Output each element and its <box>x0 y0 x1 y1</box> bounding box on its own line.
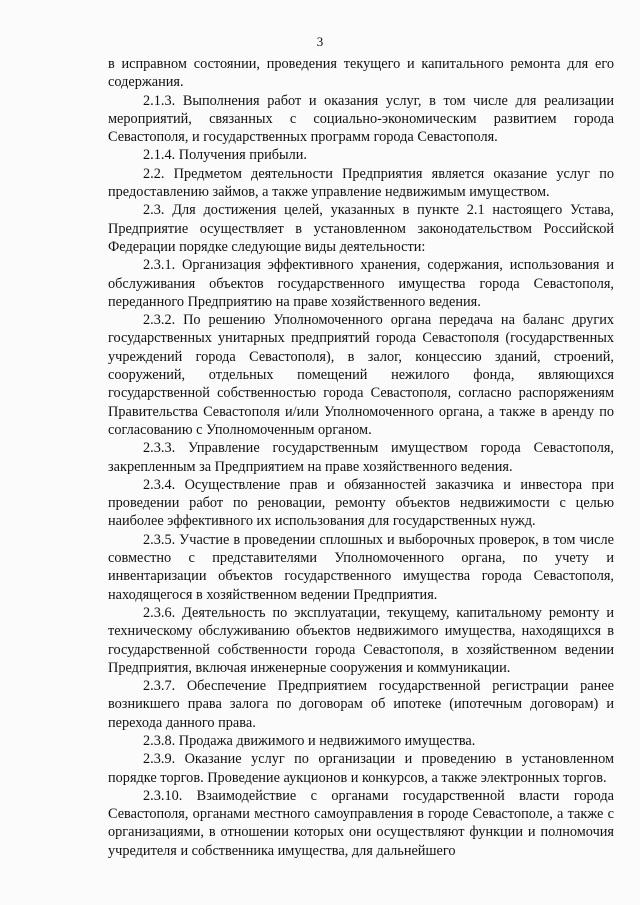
paragraph-2-3-5: 2.3.5. Участие в проведении сплошных и выборочных проверок, в том числе совместно с представителями Уполномоченного органа, по учету и инвентаризации объектов государственного имущества города Севастополя, находящегося в хозяйственном ведении Предприятия. <box>108 531 614 603</box>
paragraph-2-3-2: 2.3.2. По решению Уполномоченного органа передача на баланс других государственных унитарных предприятий города Севастополя (государственных учреждений города Севастополя), в залог, концессию зданий, строений, сооружений, отдельных помещений нежилого фонда, являющихся государственной собственностью города Севастополя, согласно распоряжениям Правительства Севастополя и/или Уполномоченного органа, а также в аренду по согласованию с Уполномоченным органом. <box>108 312 614 438</box>
document-body <box>108 55 614 860</box>
paragraph-2-1-3: 2.1.3. Выполнения работ и оказания услуг, в том числе для реализации мероприятий, связанных с социально-экономическим развитием города Севастополя, и государственных программ города Севастополя. <box>108 92 614 146</box>
paragraph-2-3-8: 2.3.8. Продажа движимого и недвижимого имущества. <box>143 732 476 749</box>
page-number: 3 <box>316 34 324 49</box>
paragraph-2-1-4: 2.1.4. Получения прибыли. <box>143 147 307 164</box>
paragraph-2-3-10: 2.3.10. Взаимодействие с органами государственной власти города Севастополя, органами местного самоуправления в городе Севастополе, а также с организациями, в отношении которых они осуществляют функции и полномочия учредителя и собственника имущества, для дальнейшего <box>108 787 614 859</box>
paragraph-2-3-3: 2.3.3. Управление государственным имуществом города Севастополя, закрепленным за Предприятием на праве хозяйственного ведения. <box>108 440 614 475</box>
paragraph-2-3-6: 2.3.6. Деятельность по эксплуатации, текущему, капитальному ремонту и техническому обслуживанию объектов недвижимого имущества, находящихся в государственной собственности города Севастополя, в хозяйственном ведении Предприятия, включая инженерные сооружения и коммуникации. <box>108 604 614 676</box>
paragraph-2-3: 2.3. Для достижения целей, указанных в пункте 2.1 настоящего Устава, Предприятие осуществляет в установленном законодательством Российской Федерации порядке следующие виды деятельности: <box>108 202 614 255</box>
paragraph-continuation: в исправном состоянии, проведения текущего и капитального ремонта для его содержания. <box>108 56 614 91</box>
paragraph-2-3-7: 2.3.7. Обеспечение Предприятием государственной регистрации ранее возникшего права залога по договорам об ипотеке (ипотечным договорам) и перехода данного права. <box>108 678 614 731</box>
paragraph-2-3-9: 2.3.9. Оказание услуг по организации и проведению в установленном порядке торгов. Проведение аукционов и конкурсов, а также электронных торгов. <box>108 751 614 786</box>
paragraph-2-3-1: 2.3.1. Организация эффективного хранения, содержания, использования и обслуживания объектов государственного имущества города Севастополя, переданного Предприятию на праве хозяйственного ведения. <box>108 257 614 310</box>
paragraph-2-2: 2.2. Предметом деятельности Предприятия является оказание услуг по предоставлению займов, а также управление недвижимым имуществом. <box>108 165 614 201</box>
paragraph-2-3-4: 2.3.4. Осуществление прав и обязанностей заказчика и инвестора при проведении работ по реновации, ремонту объектов недвижимости с целью наиболее эффективного их использования для государственных нужд. <box>108 476 614 530</box>
